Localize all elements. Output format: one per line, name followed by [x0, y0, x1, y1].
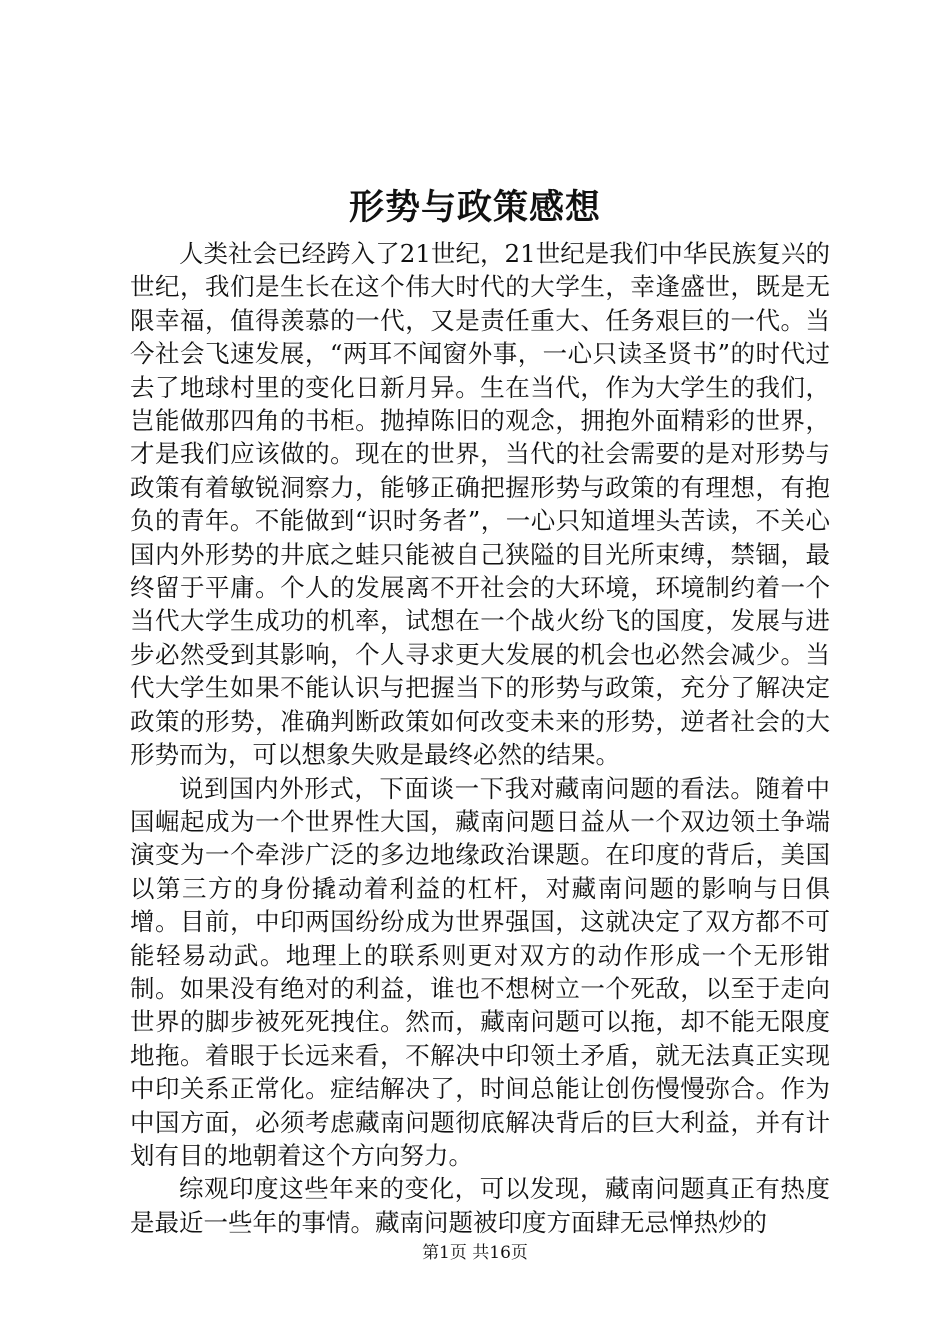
page-title: 形势与政策感想 [348, 187, 601, 228]
paragraph-2: 说到国内外形式，下面谈一下我对藏南问题的看法。随着中国崛起成为一个世界性大国，藏南问题日益从一个双边领土争端演变为一个牵涉广泛的多边地缘政治课题。在印度的背后，美国以第三方的身份撬动着利益的杠杆，对藏南问题的影响与日俱增。目前，中印两国纷纷成为世界强国，这就决定了双方都不可能轻易动武。地理上的联系则更对双方的动作形成一个无形钳制。如果没有绝对的利益，谁也不想树立一个死敌，以至于走向世界的脚步被死死拽住。然而，藏南问题可以拖，却不能无限度地拖。着眼于长远来看，不解决中印领土矛盾，就无法真正实现中印关系正常化。症结解决了，时间总能让创伤慢慢弥合。作为中国方面，必须考虑藏南问题彻底解决背后的巨大利益，并有计划有目的地朝着这个方向努力。 [130, 773, 830, 1170]
paragraph-3: 综观印度这些年来的变化，可以发现，藏南问题真正有热度是最近一些年的事情。藏南问题被印度方面肆无忌惮热炒的 [130, 1174, 830, 1237]
page-footer: 第1页 共16页 [422, 1243, 528, 1263]
document-body [130, 237, 830, 1239]
paragraph-1: 人类社会已经跨入了21世纪，21世纪是我们中华民族复兴的世纪，我们是生长在这个伟大时代的大学生，幸逢盛世，既是无限幸福，值得羡慕的一代，又是责任重大、任务艰巨的一代。当今社会飞速发展，“两耳不闻窗外事，一心只读圣贤书”的时代过去了地球村里的变化日新月异。生在当代，作为大学生的我们，岂能做那四角的书柜。抛掉陈旧的观念，拥抱外面精彩的世界，才是我们应该做的。现在的世界，当代的社会需要的是对形势与政策有着敏锐洞察力，能够正确把握形势与政策的有理想，有抱负的青年。不能做到“识时务者”，一心只知道埋头苦读，不关心国内外形势的井底之蛙只能被自己狭隘的目光所束缚，禁锢，最终留于平庸。个人的发展离不开社会的大环境，环境制约着一个当代大学生成功的机率，试想在一个战火纷飞的国度，发展与进步必然受到其影响，个人寻求更大发展的机会也必然会减少。当代大学生如果不能认识与把握当下的形势与政策，充分了解决定政策的形势，准确判断政策如何改变未来的形势，逆者社会的大形势而为，可以想象失败是最终必然的结果。 [130, 239, 830, 770]
